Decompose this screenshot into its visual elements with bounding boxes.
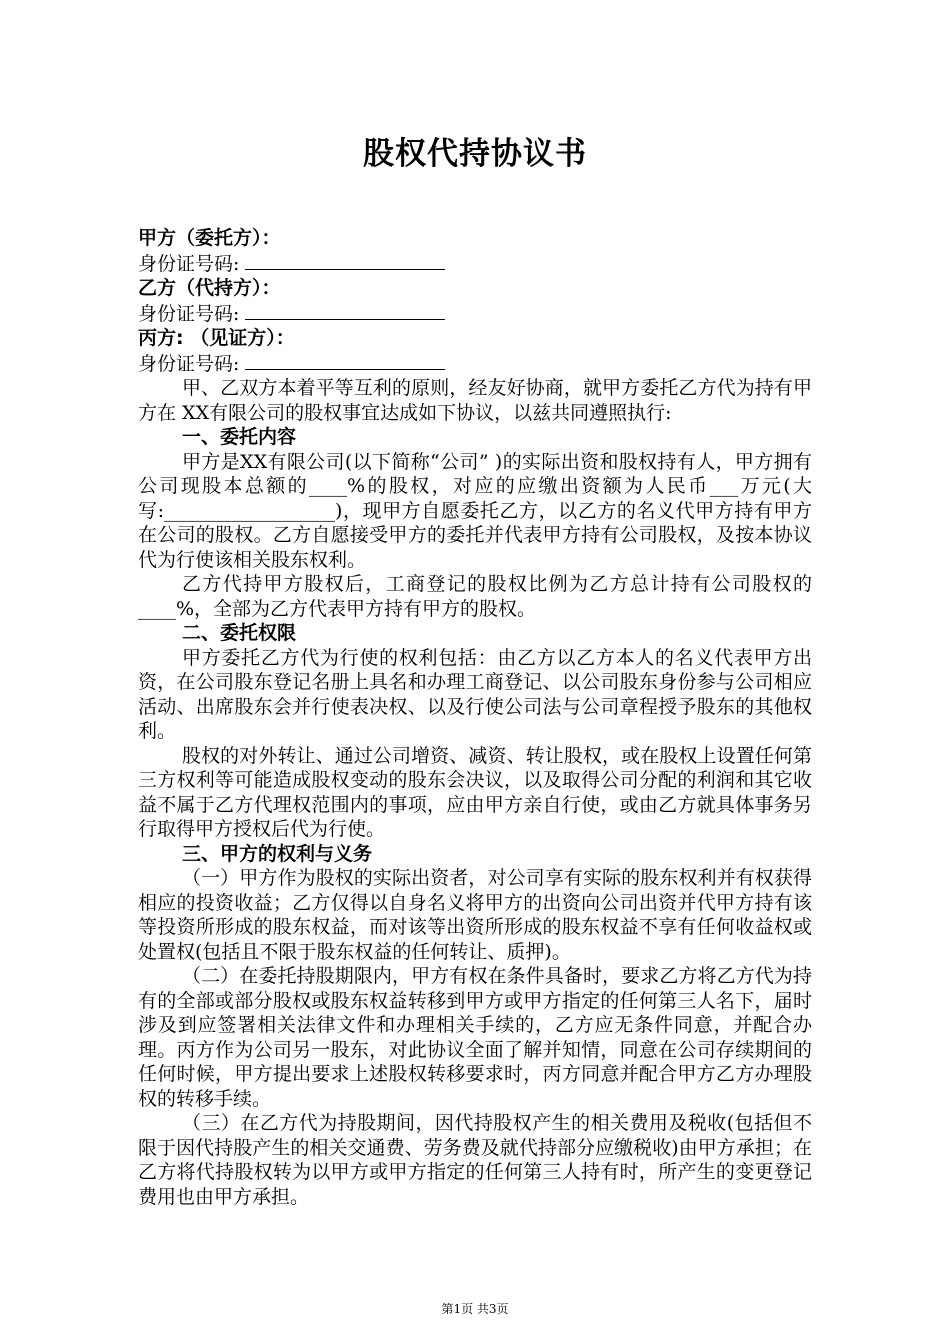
party-c-id-line bbox=[138, 351, 812, 377]
section-2-paragraph: 甲方委托乙方代为行使的权利包括：由乙方以乙方本人的名义代表甲方出资，在公司股东登记名册上具名和办理工商登记、以公司股东身份参与公司相应活动、出席股东会并行使表决权、以及行使公司法与公司章程授予股东的其他权利。 bbox=[138, 646, 812, 742]
document-body bbox=[138, 226, 812, 1209]
page-number: 第1页 共3页 bbox=[441, 1302, 509, 1316]
party-a-id-line bbox=[138, 251, 812, 277]
section-2-heading: 二、委托权限 bbox=[182, 622, 297, 644]
party-b-id-blank bbox=[245, 301, 445, 320]
party-c-label: 丙方: （见证方）： bbox=[138, 327, 295, 349]
section-1-paragraph: 甲方是XX有限公司(以下简称“公司” )的实际出资和股权持有人，甲方拥有公司现股本总额的____%的股权，对应的应缴出资额为人民币___万元(大写:__________________)，现甲方自愿委托乙方，以乙方的名义代甲方持有甲方在公司的股权。乙方自愿接受甲方的委托并代表甲方持有公司股权，及按本协议代为行使该相关股东权利。 bbox=[138, 450, 812, 571]
section-2-paragraph: 股权的对外转让、通过公司增资、减资、转让股权，或在股权上设置任何第三方权利等可能造成股权变动的股东会决议，以及取得公司分配的利润和其它收益不属于乙方代理权范围内的事项，应由甲方亲自行使，或由乙方就具体事务另行取得甲方授权后代为行使。 bbox=[138, 744, 812, 840]
section-1-heading: 一、委托内容 bbox=[182, 426, 297, 448]
party-a-label: 甲方（委托方）： bbox=[138, 227, 281, 249]
party-c-id-label: 身份证号码: bbox=[138, 352, 240, 375]
section-3-heading: 三、甲方的权利与义务 bbox=[182, 842, 373, 865]
section-3-paragraph: （二）在委托持股期限内，甲方有权在条件具备时，要求乙方将乙方代为持有的全部或部分股权或股东权益转移到甲方或甲方指定的任何第三人名下，届时涉及到应签署相关法律文件和办理相关手续的，乙方应无条件同意，并配合办理。丙方作为公司另一股东，对此协议全面了解并知情，同意在公司存续期间的任何时候，甲方提出要求上述股权转移要求时，丙方同意并配合甲方乙方办理股权的转移手续。 bbox=[138, 965, 812, 1110]
party-b-label: 乙方（代持方）： bbox=[138, 277, 281, 299]
party-b-id-label: 身份证号码: bbox=[138, 302, 240, 325]
section-1-paragraph: 乙方代持甲方股权后，工商登记的股权比例为乙方总计持有公司股权的____%，全部为乙方代表甲方持有甲方的股权。 bbox=[138, 573, 812, 620]
section-3-paragraph: （一）甲方作为股权的实际出资者，对公司享有实际的股东权利并有权获得相应的投资收益；乙方仅得以自身名义将甲方的出资向公司出资并代甲方持有该等投资所形成的股东权益，而对该等出资所形成的股东权益不享有任何收益权或处置权(包括且不限于股东权益的任何转让、质押)。 bbox=[138, 867, 812, 963]
party-a-id-blank bbox=[245, 251, 445, 270]
section-3-paragraph: （三）在乙方代为持股期间，因代持股权产生的相关费用及税收(包括但不限于因代持股产生的相关交通费、劳务费及就代持部分应缴税收)由甲方承担；在乙方将代持股权转为以甲方或甲方指定的任何第三人持有时，所产生的变更登记费用也由甲方承担。 bbox=[138, 1112, 812, 1208]
document-title: 股权代持协议书 bbox=[363, 136, 587, 172]
party-b-id-line bbox=[138, 301, 812, 327]
party-a-id-label: 身份证号码: bbox=[138, 252, 240, 275]
intro-paragraph: 甲、乙双方本着平等互利的原则，经友好协商，就甲方委托乙方代为持有甲方在 XX有限公司的股权事宜达成如下协议，以兹共同遵照执行: bbox=[138, 377, 812, 424]
party-c-id-blank bbox=[245, 351, 445, 370]
